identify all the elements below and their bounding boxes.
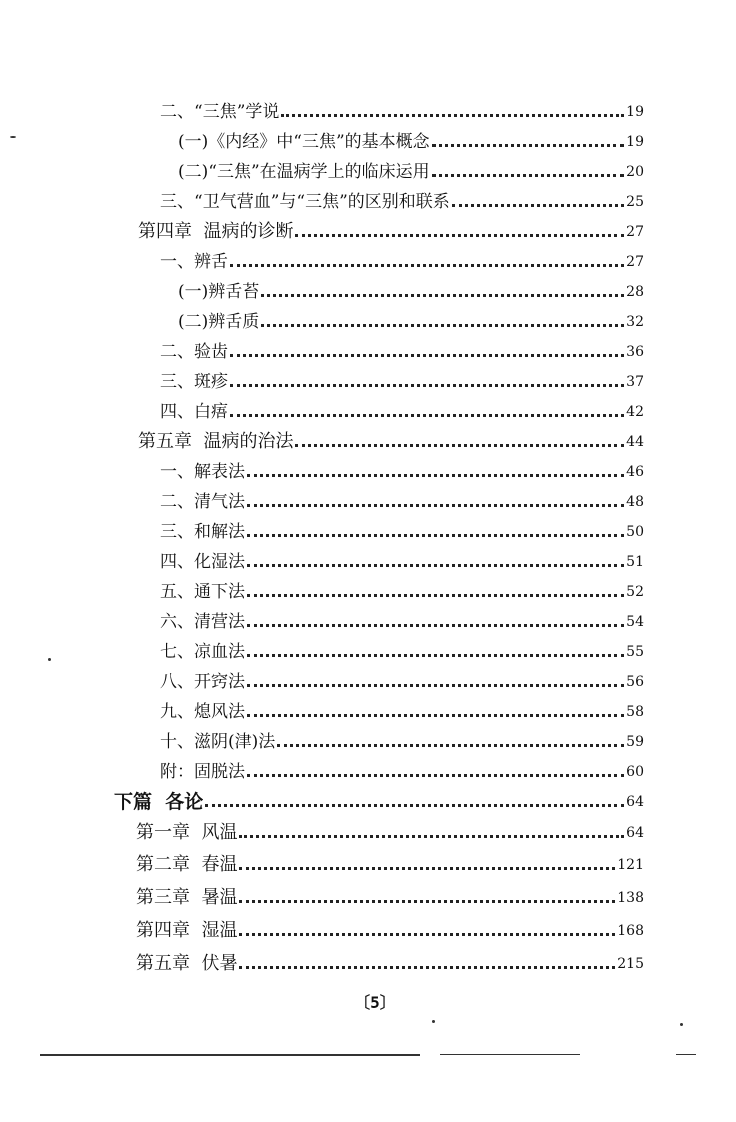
toc-entry-page: 42 (626, 404, 644, 420)
toc-entry (160, 96, 644, 122)
dot-leader (205, 804, 624, 807)
toc-chapter (136, 849, 644, 875)
toc-part (114, 786, 644, 812)
toc-chapter-page: 215 (617, 956, 644, 972)
toc-entry-page: 19 (626, 134, 644, 150)
dot-leader (295, 444, 624, 447)
toc-entry-page: 36 (626, 344, 644, 360)
toc-entry-label: 四、化湿法 (160, 552, 245, 572)
scan-speck (10, 136, 16, 138)
toc-entry (160, 486, 644, 512)
toc-part-page: 64 (626, 794, 644, 810)
toc-entry-page: 46 (626, 464, 644, 480)
dot-leader (230, 264, 624, 267)
dot-leader (432, 144, 625, 147)
toc-entry-page: 58 (626, 704, 644, 720)
dot-leader (247, 594, 624, 597)
dot-leader (261, 324, 624, 327)
toc-entry (160, 576, 644, 602)
toc-entry-label: 三、“卫气营血”与“三焦”的区别和联系 (160, 192, 450, 212)
toc-entry-page: 59 (626, 734, 644, 750)
toc-entry-label: 十、滋阴(津)法 (160, 732, 276, 752)
dot-leader (239, 933, 615, 936)
toc-entry (160, 336, 644, 362)
toc-entry-label: 九、熄风法 (160, 702, 245, 722)
toc-part-label: 下篇 各论 (114, 791, 204, 813)
toc-entry (160, 546, 644, 572)
toc-chapter (136, 882, 644, 908)
toc-entry-page: 25 (626, 194, 644, 210)
toc-chapter-page: 168 (617, 923, 644, 939)
toc-chapter (138, 216, 644, 242)
dot-leader (230, 354, 624, 357)
toc-entry (160, 606, 644, 632)
dot-leader (239, 900, 615, 903)
toc-entry (178, 276, 644, 302)
dot-leader (452, 204, 624, 207)
toc-chapter-page: 27 (626, 224, 644, 240)
toc-chapter-page: 138 (617, 890, 644, 906)
dot-leader (281, 114, 624, 117)
dot-leader (247, 504, 624, 507)
toc-chapter-label: 第五章 伏暑 (136, 953, 238, 974)
toc-entry (160, 516, 644, 542)
toc-entry-label: 附：固脱法 (160, 762, 245, 782)
toc-entry-label: 一、辨舌 (160, 252, 228, 272)
toc-entry-page: 51 (626, 554, 644, 570)
toc-entry (178, 126, 644, 152)
dot-leader (230, 384, 624, 387)
toc-entry-page: 28 (626, 284, 644, 300)
toc-entry-label: 二、验齿 (160, 342, 228, 362)
toc-entry (160, 246, 644, 272)
toc-chapter-page: 121 (617, 857, 644, 873)
dot-leader (239, 867, 615, 870)
scan-speck (432, 1020, 435, 1023)
toc-entry-page: 50 (626, 524, 644, 540)
toc-chapter-label: 第五章 温病的治法 (138, 431, 294, 452)
dot-leader (247, 564, 624, 567)
toc-chapter-label: 第四章 温病的诊断 (138, 221, 294, 242)
toc-entry-page: 52 (626, 584, 644, 600)
toc-entry-label: 三、斑疹 (160, 372, 228, 392)
toc-chapter (136, 915, 644, 941)
toc-entry (160, 696, 644, 722)
toc-entry-page: 54 (626, 614, 644, 630)
toc-entry-label: 二、“三焦”学说 (160, 102, 280, 122)
toc-entry-label: 四、白痦 (160, 402, 228, 422)
toc-entry (160, 396, 644, 422)
toc-entry-label: (一)辨舌苔 (178, 282, 260, 302)
scan-rule-line (40, 1054, 420, 1056)
toc-entry-label: 五、通下法 (160, 582, 245, 602)
toc-entry-label: 六、清营法 (160, 612, 245, 632)
dot-leader (230, 414, 624, 417)
toc-entry-page: 20 (626, 164, 644, 180)
scan-rule-line (440, 1054, 580, 1055)
scan-speck (680, 1023, 683, 1026)
toc-entry-label: 三、和解法 (160, 522, 245, 542)
toc-entry-label: 七、凉血法 (160, 642, 245, 662)
dot-leader (247, 684, 624, 687)
toc-entry (160, 456, 644, 482)
toc-entry (178, 306, 644, 332)
dot-leader (247, 654, 624, 657)
dot-leader (247, 474, 624, 477)
dot-leader (261, 294, 624, 297)
toc-entry-page: 32 (626, 314, 644, 330)
toc-entry (160, 666, 644, 692)
toc-entry-page: 60 (626, 764, 644, 780)
dot-leader (247, 534, 624, 537)
toc-entry (160, 726, 644, 752)
page-number: 〔5〕 (354, 993, 396, 1012)
toc-entry-page: 56 (626, 674, 644, 690)
dot-leader (247, 624, 624, 627)
toc-entry-label: 二、清气法 (160, 492, 245, 512)
dot-leader (432, 174, 625, 177)
toc-chapter-label: 第四章 湿温 (136, 920, 238, 941)
toc-entry (160, 636, 644, 662)
toc-entry (160, 366, 644, 392)
toc-chapter (136, 948, 644, 974)
toc-chapter (138, 426, 644, 452)
toc-entry-page: 37 (626, 374, 644, 390)
dot-leader (247, 774, 624, 777)
toc-entry (160, 756, 644, 782)
toc-chapter-label: 第三章 暑温 (136, 887, 238, 908)
toc-entry (178, 156, 644, 182)
toc-entry-label: 八、开窍法 (160, 672, 245, 692)
dot-leader (295, 234, 624, 237)
scan-rule-line (676, 1054, 696, 1055)
dot-leader (247, 714, 624, 717)
toc-chapter-label: 第一章 风温 (136, 822, 238, 843)
toc-entry-label: (一)《内经》中“三焦”的基本概念 (178, 132, 430, 152)
toc-entry-label: (二)“三焦”在温病学上的临床运用 (178, 162, 430, 182)
dot-leader (239, 966, 615, 969)
toc-chapter-page: 44 (626, 434, 644, 450)
toc-entry-page: 27 (626, 254, 644, 270)
toc-entry-page: 55 (626, 644, 644, 660)
toc-entry (160, 186, 644, 212)
toc-chapter-label: 第二章 春温 (136, 854, 238, 875)
toc-entry-page: 48 (626, 494, 644, 510)
toc-chapter-page: 64 (626, 825, 644, 841)
toc-entry-label: (二)辨舌质 (178, 312, 260, 332)
toc-chapter (136, 817, 644, 843)
toc-entry-label: 一、解表法 (160, 462, 245, 482)
dot-leader (239, 835, 624, 838)
scan-speck (48, 658, 51, 661)
dot-leader (277, 744, 624, 747)
toc-entry-page: 19 (626, 104, 644, 120)
